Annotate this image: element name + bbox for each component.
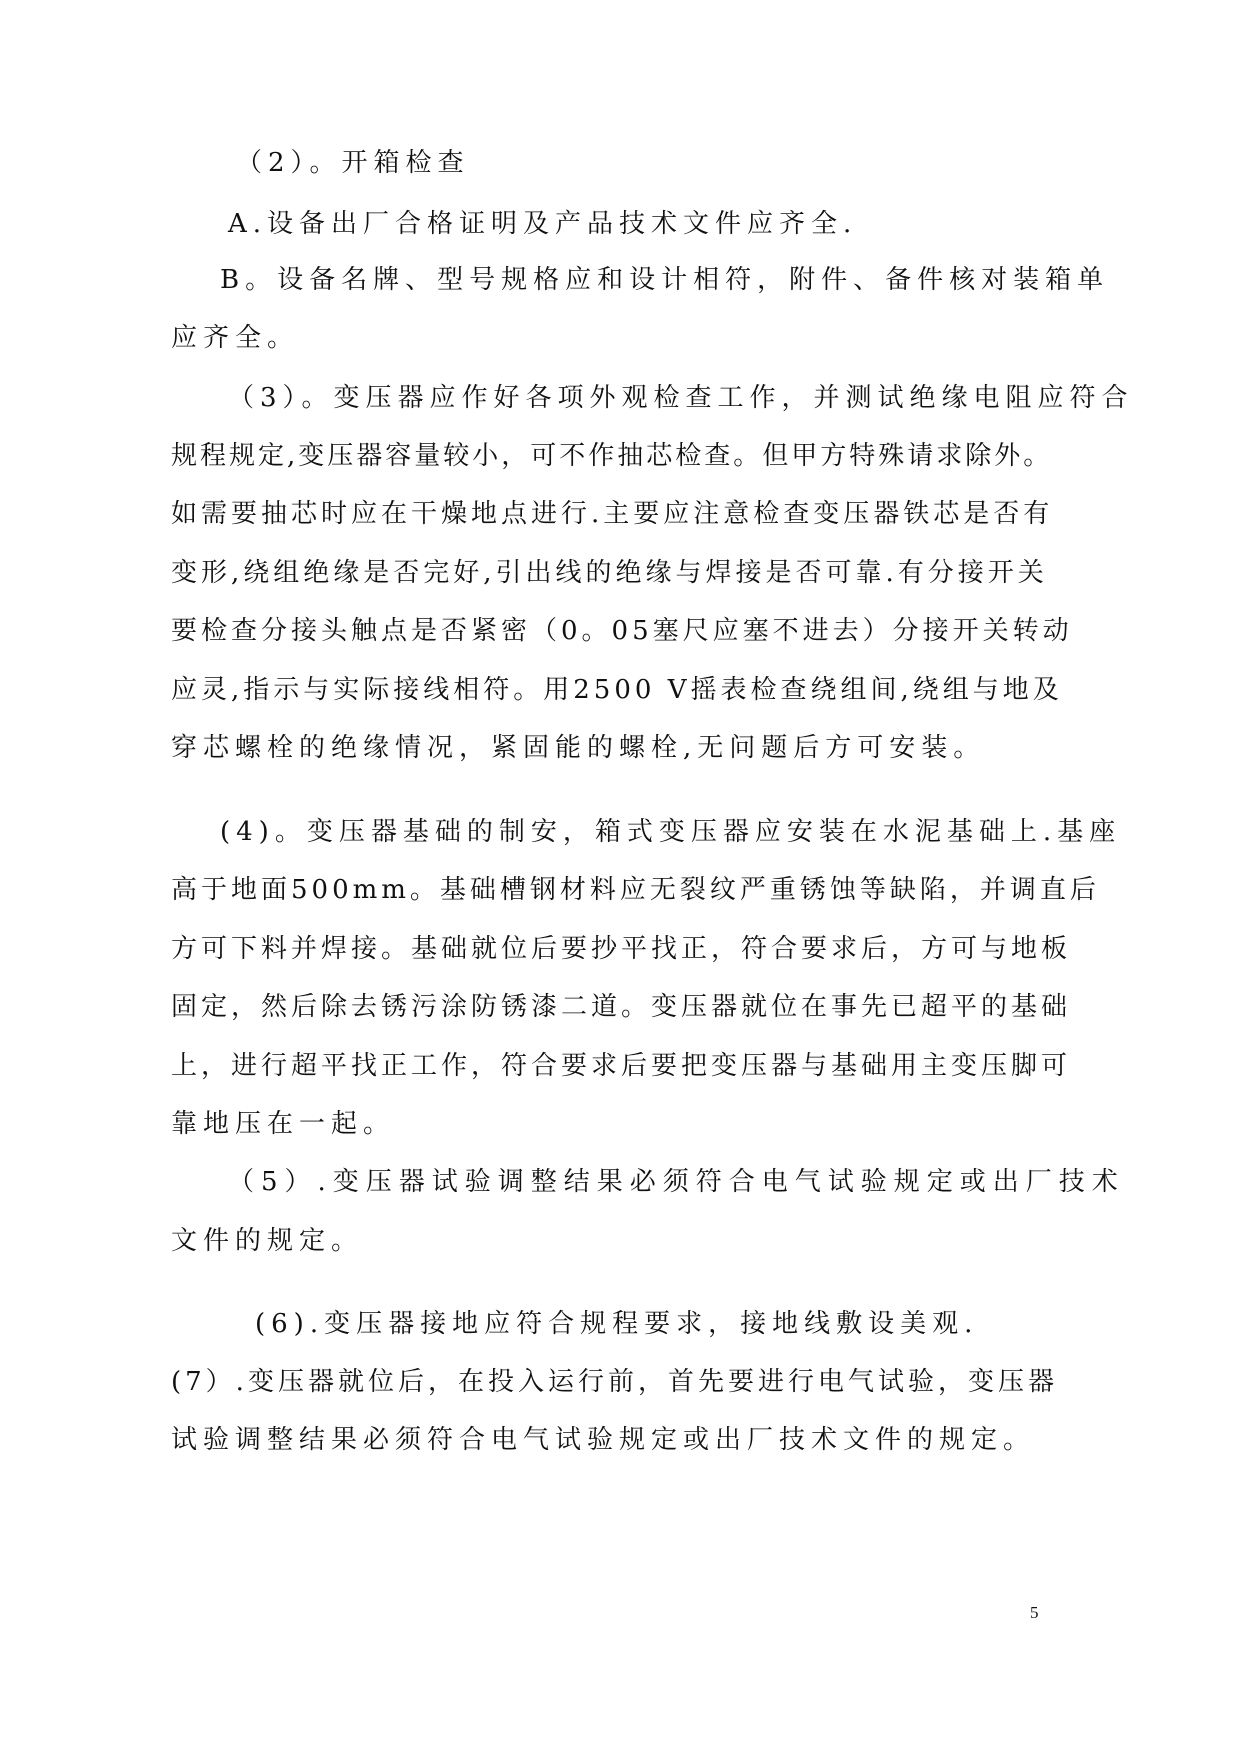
text-line: (4)。变压器基础的制安，箱式变压器应安装在水泥基础上.基座 bbox=[220, 817, 1122, 847]
text-line: 规程规定,变压器容量较小，可不作抽芯检查。但甲方特殊请求除外。 bbox=[171, 441, 1053, 471]
text-line: 方可下料并焊接。基础就位后要抄平找正，符合要求后，方可与地板 bbox=[171, 934, 1072, 964]
text-line: 应齐全。 bbox=[171, 323, 300, 353]
text-line: (7）.变压器就位后，在投入运行前，首先要进行电气试验，变压器 bbox=[171, 1367, 1058, 1397]
text-line: （3）。变压器应作好各项外观检查工作，并测试绝缘电阻应符合 bbox=[228, 383, 1134, 413]
page-number: 5 bbox=[1030, 1603, 1039, 1622]
text-line: 靠地压在一起。 bbox=[171, 1109, 396, 1139]
text-line: 要检查分接头触点是否紧密（0。05塞尺应塞不进去）分接开关转动 bbox=[171, 616, 1073, 646]
text-line: 固定，然后除去锈污涂防锈漆二道。变压器就位在事先已超平的基础 bbox=[171, 992, 1072, 1022]
text-line: 高于地面500mm。基础槽钢材料应无裂纹严重锈蚀等缺陷，并调直后 bbox=[171, 875, 1100, 905]
text-line: 上，进行超平找正工作，符合要求后要把变压器与基础用主变压脚可 bbox=[171, 1051, 1072, 1081]
text-line: A.设备出厂合格证明及产品技术文件应齐全. bbox=[228, 209, 858, 239]
text-line: 应灵,指示与实际接线相符。用2500 V摇表检查绕组间,绕组与地及 bbox=[171, 675, 1063, 705]
text-line: B。设备名牌、型号规格应和设计相符，附件、备件核对装箱单 bbox=[220, 265, 1110, 295]
text-line: （5）.变压器试验调整结果必须符合电气试验规定或出厂技术 bbox=[228, 1167, 1125, 1197]
text-line: 试验调整结果必须符合电气试验规定或出厂技术文件的规定。 bbox=[171, 1425, 1036, 1455]
text-line: 变形,绕组绝缘是否完好,引出线的绝缘与焊接是否可靠.有分接开关 bbox=[171, 558, 1048, 588]
text-line: （2）。开箱检查 bbox=[236, 148, 470, 178]
text-line: 如需要抽芯时应在干燥地点进行.主要应注意检查变压器铁芯是否有 bbox=[171, 499, 1054, 529]
text-line: (6).变压器接地应符合规程要求，接地线敷设美观. bbox=[255, 1309, 979, 1339]
text-line: 穿芯螺栓的绝缘情况，紧固能的螺栓,无问题后方可安装。 bbox=[171, 733, 986, 763]
text-line: 文件的规定。 bbox=[171, 1226, 364, 1256]
